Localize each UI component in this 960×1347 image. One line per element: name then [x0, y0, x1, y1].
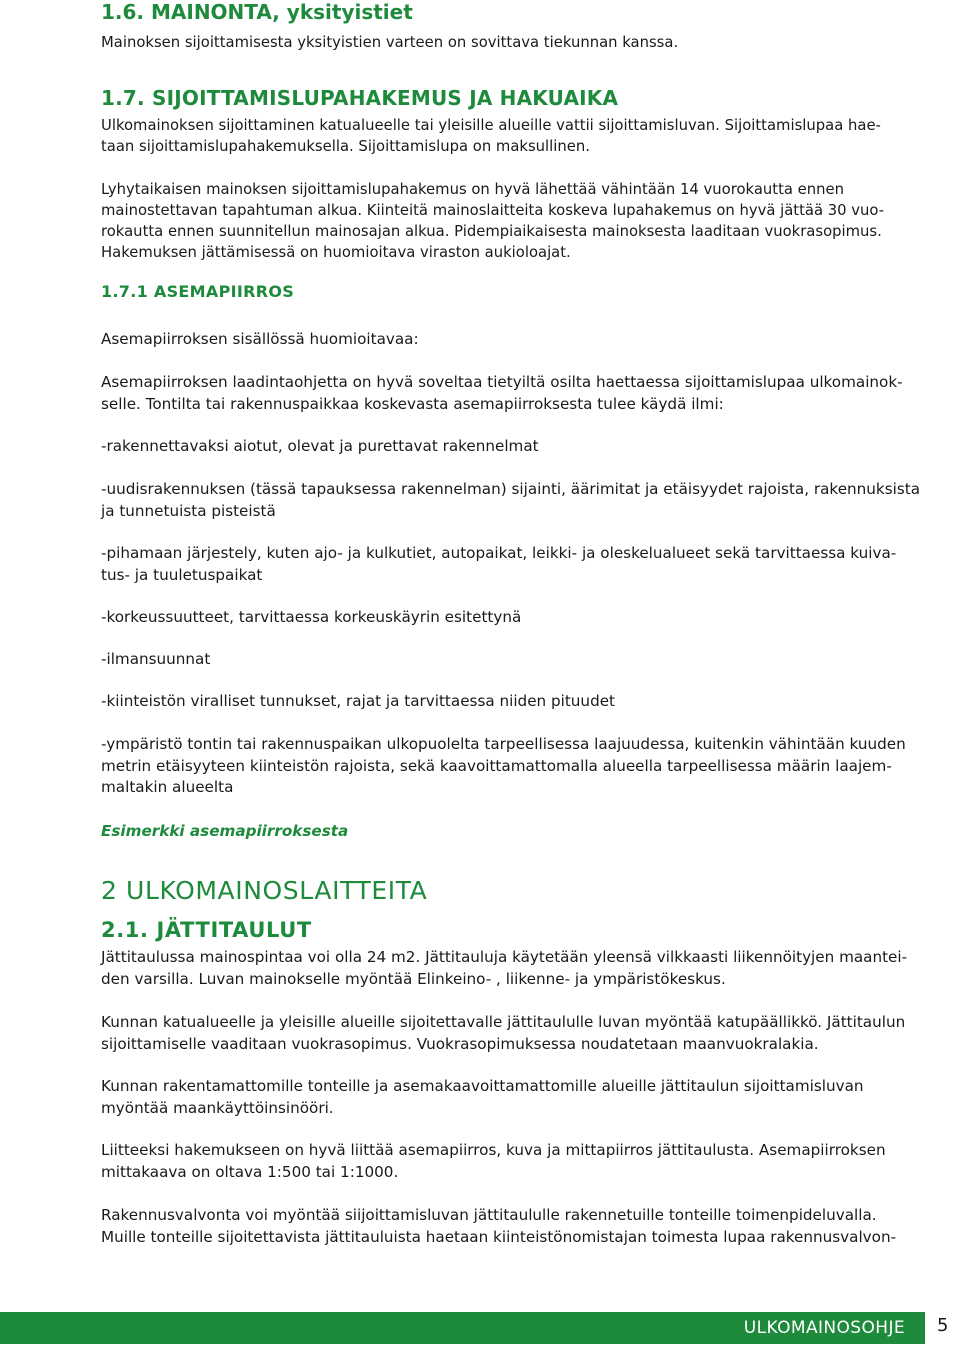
text-line: maltakin alueelta — [101, 778, 234, 796]
text-line: Kunnan rakentamattomille tonteille ja asemakaavoittamattomille alueille jättitaulun sijoittamisluvan — [101, 1077, 864, 1095]
asemapiirros-para — [101, 372, 959, 415]
text-line: Ulkomainoksen sijoittaminen katualueelle tai yleisille alueille vattii sijoittamisluvan. Sijoittamislupaa hae- — [101, 117, 881, 134]
list-item — [101, 543, 959, 586]
asemapiirros-intro — [101, 329, 959, 351]
section-1-7 — [101, 86, 959, 110]
list-item — [101, 479, 959, 522]
section-1-7-para-1 — [101, 115, 959, 157]
section-heading: 1.6. MAINONTA, yksityistiet — [101, 0, 413, 24]
paragraph — [101, 1076, 959, 1119]
paragraph — [101, 947, 959, 990]
text-line: Jättitaulussa mainospintaa voi olla 24 m2. Jättitauluja käytetään yleensä vilkkaasti liikennöityjen maantei- — [101, 948, 908, 966]
example-link-wrap — [101, 821, 959, 841]
paragraph: Asemapiirroksen sisällössä huomioitavaa: — [101, 330, 419, 348]
paragraph — [101, 1140, 959, 1183]
text-line: Muille tonteille sijoitettavista jättitauluista haetaan kiinteistönomistajan toimesta lupaa rakennusvalvon- — [101, 1227, 897, 1246]
text-line: -pihamaan järjestely, kuten ajo- ja kulkutiet, autopaikat, leikki- ja oleskelualueet sekä tarvittaessa kuiva- — [101, 544, 897, 562]
text-line: selle. Tontilta tai rakennuspaikkaa koskevasta asemapiirroksesta tulee käydä ilmi: — [101, 394, 724, 413]
section-heading: 1.7.1 ASEMAPIIRROS — [101, 282, 295, 301]
text-line: Hakemuksen jättämisessä on huomioitava viraston aukioloajat. — [101, 244, 571, 261]
example-link[interactable]: Esimerkki asemapiirroksesta — [101, 822, 349, 840]
paragraph: Mainoksen sijoittamisesta yksityistien varteen on sovittava tiekunnan kanssa. — [101, 34, 679, 51]
text-line: -uudisrakennuksen (tässä tapauksessa rakennelman) sijainti, äärimitat ja etäisyydet rajoista, rakennuksista — [101, 480, 921, 498]
list-item — [101, 734, 959, 799]
paragraph — [101, 1012, 959, 1055]
footer-bar — [0, 1312, 925, 1344]
text-line: Asemapiirroksen laadintaohjetta on hyvä soveltaa tietyiltä osilta haettaessa sijoittamislupaa ulkomainok- — [101, 373, 903, 391]
text-line: metrin etäisyyteen kiinteistön rajoista, sekä kaavoittamattomalla alueella tarpeellisessa määrin laajem- — [101, 756, 892, 775]
text-line: sijoittamiselle vaaditaan vuokrasopimus. Vuokrasopimuksessa noudatetaan maanvuokralakia. — [101, 1034, 819, 1053]
section-1-6-body — [101, 32, 959, 53]
text-line: -ympäristö tontin tai rakennuspaikan ulkopuolelta tarpeellisessa laajuudessa, kuitenkin vähintään kuuden — [101, 735, 906, 753]
text-line: Kunnan katualueelle ja yleisille alueille sijoitettavalle jättitaululle luvan myöntää katupäällikkö. Jättitaulun — [101, 1013, 906, 1031]
section-1-7-para-2 — [101, 179, 959, 263]
section-2-1 — [101, 917, 959, 943]
text-line: -kiinteistön viralliset tunnukset, rajat ja tarvittaessa niiden pituudet — [101, 692, 616, 710]
list-item — [101, 436, 959, 458]
text-line: ja tunnetuista pisteistä — [101, 501, 276, 520]
text-line: myöntää maankäyttöinsinööri. — [101, 1098, 334, 1117]
page-number: 5 — [937, 1315, 949, 1336]
section-heading: 2.1. JÄTTITAULUT — [101, 918, 312, 942]
paragraph — [101, 1205, 959, 1248]
list-item — [101, 607, 959, 629]
section-1-7-1 — [101, 282, 959, 302]
section-1-6 — [101, 0, 959, 24]
text-line: Liitteeksi hakemukseen on hyvä liittää asemapiirros, kuva ja mittapiirros jättitaulusta. Asemapiirroksen — [101, 1141, 886, 1159]
section-heading: 1.7. SIJOITTAMISLUPAHAKEMUS JA HAKUAIKA — [101, 86, 619, 110]
chapter-heading: 2 ULKOMAINOSLAITTEITA — [101, 876, 428, 905]
text-line: -ilmansuunnat — [101, 650, 211, 668]
text-line: Rakennusvalvonta voi myöntää siijoittamisluvan jättitaululle rakennetuille tonteille toimenpideluvalla. — [101, 1206, 877, 1224]
list-item — [101, 691, 959, 713]
text-line: rokautta ennen suunnitellun mainosajan alkua. Pidempiaikaisesta mainoksesta laaditaan vuokrasopimus. — [101, 223, 882, 240]
text-line: -korkeussuutteet, tarvittaessa korkeuskäyrin esitettynä — [101, 608, 522, 626]
text-line: tus- ja tuuletuspaikat — [101, 565, 263, 584]
chapter-2 — [101, 876, 959, 906]
text-line: Lyhytaikaisen mainoksen sijoittamislupahakemus on hyvä lähettää vähintään 14 vuorokautta ennen — [101, 181, 844, 198]
footer-title: ULKOMAINOSOHJE — [743, 1318, 905, 1338]
text-line: mainostettavan tapahtuman alkua. Kiinteitä mainoslaitteita koskeva lupahakemus on hyvä jättää 30 vuo- — [101, 202, 885, 219]
text-line: mittakaava on oltava 1:500 tai 1:1000. — [101, 1162, 399, 1181]
text-line: taan sijoittamislupahakemuksella. Sijoittamislupa on maksullinen. — [101, 138, 590, 155]
text-line: den varsilla. Luvan mainokselle myöntää Elinkeino- , liikenne- ja ympäristökeskus. — [101, 969, 726, 988]
list-item — [101, 649, 959, 671]
text-line: -rakennettavaksi aiotut, olevat ja purettavat rakennelmat — [101, 437, 539, 455]
